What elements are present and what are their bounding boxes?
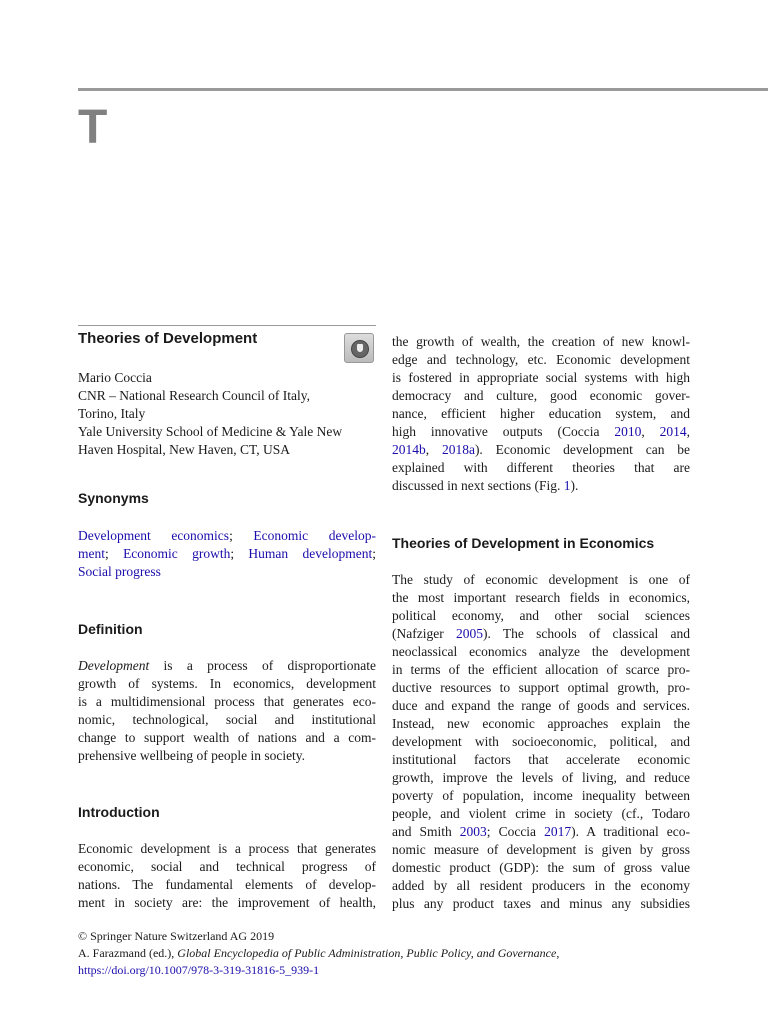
text-line: poverty of population, income inequality between [392, 788, 690, 803]
crossmark-icon[interactable] [344, 333, 374, 363]
top-rule [78, 88, 768, 91]
text-line: added by all resident producers in the economy [392, 878, 690, 893]
synonym-link[interactable]: Development economics [78, 528, 230, 543]
synonym-link[interactable]: Economic develop- [253, 528, 376, 543]
affiliation: Torino, Italy [78, 406, 146, 421]
synonyms-heading: Synonyms [78, 490, 149, 506]
text-line: the most important research fields in economics, [392, 590, 690, 605]
text-line: high innovative outputs (Coccia [392, 424, 615, 439]
text-line: ). The schools of classical and [483, 626, 690, 641]
text-line: Instead, new economic approaches explain the [392, 716, 690, 731]
text-line: democracy and culture, good economic gover- [392, 388, 690, 403]
copyright: © Springer Nature Switzerland AG 2019 [78, 929, 275, 943]
synonym-link[interactable]: Human development [248, 546, 373, 561]
book-title: Global Encyclopedia of Public Administration, Public Policy, and Governance [177, 946, 557, 960]
text-line: economic, social and technical progress of [78, 859, 376, 874]
citation-link[interactable]: 2018a [441, 442, 475, 457]
introduction-text [78, 840, 376, 912]
footer [78, 928, 559, 979]
text-line: (Nafziger [392, 626, 456, 641]
citation-link[interactable]: 2014b [392, 442, 426, 457]
intro-continued: the growth of wealth, the creation of new knowl- edge and technology, etc. Economic development is fostered in appropriate social systems with high democracy and culture, good economic gover- nance, efficient higher education system, and high innovative outputs (Coccia 2010, 2014, 2014b, 2018a). Economic development can be explained with different theories that are discussed in next sections (Fig. 1). [392, 334, 690, 493]
text-line: growth, improve the levels of living, and reduce [392, 770, 690, 785]
text-line: The study of economic development is one of [392, 572, 690, 587]
text-line: ). Economic development can be [474, 442, 690, 457]
synonym-link[interactable]: ment [78, 546, 105, 561]
text-line: and Smith [392, 824, 460, 839]
text-line: ). A traditional eco- [571, 824, 690, 839]
citation-link[interactable]: 2017 [544, 824, 572, 839]
text-line: domestic product (GDP): the sum of gross value [392, 860, 690, 875]
editor-citation: A. Farazmand (ed.), [78, 946, 178, 960]
text-line: explained with different theories that are [392, 460, 690, 475]
author-name: Mario Coccia [78, 370, 152, 385]
text-line: people, and violent crime in society (cf., Todaro [392, 806, 690, 821]
punctuation: , [556, 946, 560, 960]
text-line: is a multidimensional process that generates eco- [78, 694, 376, 709]
text-line: discussed in next sections (Fig. [392, 478, 564, 493]
text-line: ductive resources to support optimal growth, pro- [392, 680, 690, 695]
chapter-letter: T [78, 101, 108, 154]
citation-link[interactable]: 2005 [456, 626, 483, 641]
text-line: change to support wealth of nations and a com- [78, 730, 376, 745]
text-line: nance, efficient higher education system, and [392, 406, 690, 421]
text-line: political economy, and other social sciences [392, 608, 690, 623]
synonyms-list: Development economics; Economic develop- ment; Economic growth; Human development; Social progress [78, 528, 376, 579]
text-line: prehensive wellbeing of people in society. [78, 748, 306, 763]
text-line: institutional factors that accelerate economic [392, 752, 690, 767]
text-line: is fostered in appropriate social systems with high [392, 370, 690, 385]
text-line: the growth of wealth, the creation of new knowl- [392, 334, 690, 349]
text-line: nations. The fundamental elements of develop- [78, 877, 376, 892]
section-heading: Theories of Development in Economics [392, 535, 655, 551]
section-text [392, 571, 690, 913]
text-line: ). [570, 478, 579, 493]
affiliation: CNR – National Research Council of Italy, [78, 388, 310, 403]
entry-title: Theories of Development [78, 330, 258, 347]
text-line: growth of systems. In economics, development [78, 676, 376, 691]
entry-rule [78, 325, 376, 326]
text-line: neoclassical economics analyze the development [392, 644, 690, 659]
text-line: edge and technology, etc. Economic development [392, 352, 690, 367]
citation-link[interactable]: 2010 [614, 424, 642, 439]
doi-link[interactable]: https://doi.org/10.1007/978-3-319-31816-5_939-1 [78, 963, 320, 977]
definition-text [78, 657, 376, 765]
text-line: nomic measure of development is given by gross [392, 842, 690, 857]
text-line: is a process of disproportionate [149, 658, 376, 673]
text-line: duce and expand the range of goods and services. [392, 698, 690, 713]
author-block [78, 369, 376, 459]
text-line: development with socioeconomic, political, and [392, 734, 690, 749]
text-line: plus any product taxes and minus any subsidies [392, 896, 690, 911]
text-line: ; Coccia [486, 824, 545, 839]
text-line: nomic, technological, social and institutional [78, 712, 376, 727]
text-line: Economic development is a process that generates [78, 841, 376, 856]
affiliation: Yale University School of Medicine & Yale New [78, 424, 343, 439]
affiliation: Haven Hospital, New Haven, CT, USA [78, 442, 290, 457]
definition-heading: Definition [78, 621, 143, 637]
citation-link[interactable]: 2003 [459, 824, 487, 839]
figure-link[interactable]: 1 [563, 478, 571, 493]
citation-link[interactable]: 2014 [659, 424, 687, 439]
defined-term: Development [78, 658, 150, 673]
text-line: in terms of the efficient allocation of scarce pro- [392, 662, 690, 677]
synonym-link[interactable]: Economic growth [123, 546, 231, 561]
synonym-link[interactable]: Social progress [78, 564, 161, 579]
introduction-heading: Introduction [78, 804, 160, 820]
text-line: ment in society are: the improvement of health, [78, 895, 376, 910]
